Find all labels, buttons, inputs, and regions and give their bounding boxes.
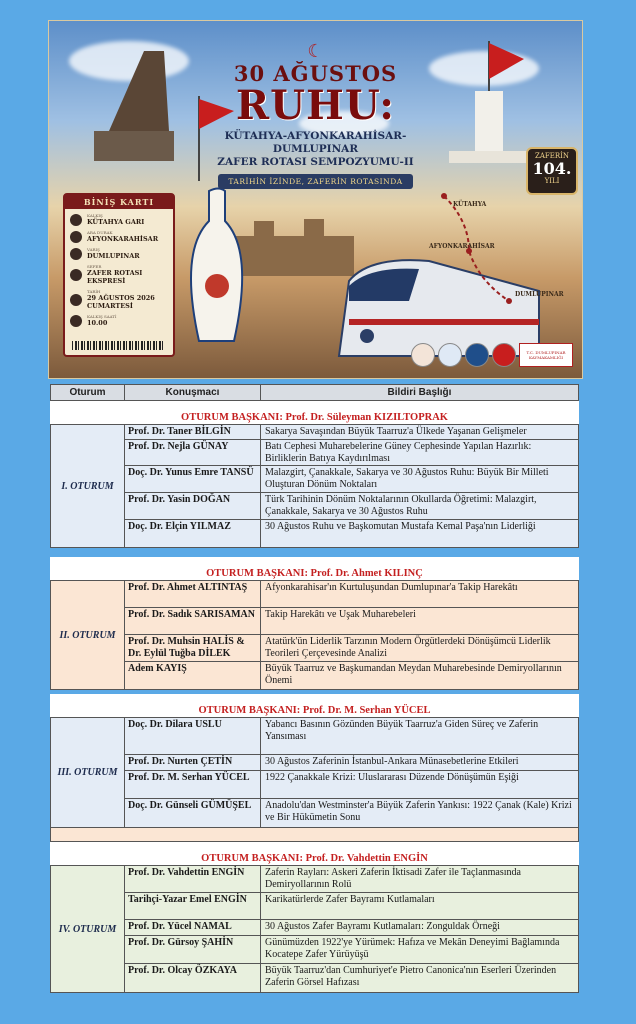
train-station-icon (70, 214, 82, 226)
paper-title: 30 Ağustos Zafer Bayramı Kutlamaları: Zonguldak Örneği (265, 921, 500, 932)
table-row (125, 920, 578, 936)
map-city-afyon: AFYONKARAHİSAR (429, 243, 495, 250)
paper-title: Anadolu'dan Westminster'a Büyük Zaferin Yankısı: 1922 Çanak (Kale) Krizi ve Bir Hükümetin Sonu (265, 800, 572, 823)
table-row (125, 866, 578, 893)
field-label: KALKIŞ SAATİ (87, 314, 117, 319)
soldier-statue-icon (109, 51, 169, 131)
table-row (125, 936, 578, 964)
title-line2: RUHU: (235, 82, 396, 129)
spacer (50, 401, 579, 410)
table-row (125, 718, 578, 755)
field-value: 10.00 (87, 319, 108, 327)
vase-icon (191, 189, 242, 342)
empty-row (50, 828, 579, 842)
paper-title: Karikatürlerde Zafer Bayramı Kutlamaları (265, 894, 435, 905)
header-title: Bildiri Başlığı (387, 387, 452, 398)
table-row (125, 466, 578, 493)
paper-title: Atatürk'ün Liderlik Tarzının Modern Örgütlerdeki Dönüşümcü Liderlik Teorileri Çerçevesinde Analizi (265, 636, 551, 659)
table-row (125, 520, 578, 547)
flag-icon (70, 248, 82, 260)
field-label: VARIŞ (87, 247, 100, 252)
session-name: IV. OTURUM (51, 866, 125, 992)
speaker: Doç. Dr. Dilara USLU (125, 718, 261, 754)
badge-bottom: YILI (544, 177, 560, 185)
speaker: Prof. Dr. Vahdettin ENGİN (125, 866, 261, 892)
poster-title-block (199, 43, 432, 189)
speaker: Prof. Dr. Yasin DOĞAN (125, 493, 261, 519)
table-header (50, 384, 579, 401)
crescent-star-icon: ☾ (307, 41, 324, 62)
paper-title: Zaferin Rayları: Askeri Zaferin İktisadi Zafer ile Taçlanmasında Demiryollarının Rolü (265, 867, 521, 890)
speaker: Doç. Dr. Yunus Emre TANSÜ (125, 466, 261, 492)
paper-title: Sakarya Savaşından Büyük Taarruz'a Ülkede Yaşanan Gelişmeler (265, 426, 527, 437)
session-chair: OTURUM BAŞKANI: Prof. Dr. Vahdettin ENGİN (50, 851, 579, 865)
table-row (125, 425, 578, 440)
header-session: Oturum (51, 385, 125, 400)
session-grid (50, 424, 579, 548)
field-value: AFYONKARAHİSAR (87, 235, 159, 243)
session-chair: OTURUM BAŞKANI: Prof. Dr. Süleyman KIZILTOPRAK (50, 410, 579, 424)
table-row (125, 771, 578, 799)
table-row (125, 799, 578, 827)
symposium-poster (48, 20, 583, 379)
university-logo-icon (411, 343, 435, 367)
paper-title: Malazgirt, Çanakkale, Sakarya ve 30 Ağustos Ruhu: Büyük Bir Milleti Oluşturan Dönüm Noktaları (265, 467, 549, 490)
field-value: ZAFER ROTASI EKSPRESİ (87, 269, 143, 285)
title-line1: 30 AĞUSTOS (233, 61, 398, 86)
table-row (125, 635, 578, 662)
table-row (125, 493, 578, 520)
card-field (70, 264, 168, 285)
boarding-card (63, 193, 175, 357)
location-pin-icon (70, 231, 82, 243)
paper-title: Takip Harekâtı ve Uşak Muharebeleri (265, 609, 416, 620)
session-name: III. OTURUM (51, 718, 125, 827)
session-chair: OTURUM BAŞKANI: Prof. Dr. M. Serhan YÜCEL (50, 703, 579, 717)
badge-number: 104. (532, 159, 572, 178)
institution-logo-icon (465, 343, 489, 367)
institution-logo-icon (438, 343, 462, 367)
paper-title: 30 Ağustos Zaferinin İstanbul-Ankara Münasebetlerine Etkileri (265, 756, 519, 767)
speaker: Prof. Dr. Yücel NAMAL (125, 920, 261, 935)
paper-title: Türk Tarihinin Dönüm Noktalarının Okullarda Öğretimi: Malazgirt, Çanakkale, Sakarya ve 30 Ağustos Ruhu (265, 494, 537, 517)
train-icon (70, 269, 82, 281)
session-block-2 (50, 557, 579, 690)
anniversary-badge (526, 147, 578, 195)
spacer (50, 842, 579, 851)
paper-title: Büyük Taarruz'dan Cumhuriyet'e Pietro Canonica'nın Eserleri Üzerinden Zaferin Görsel Hafızası (265, 965, 557, 988)
speaker: Adem KAYIŞ (125, 662, 261, 689)
table-row (125, 964, 578, 992)
session-grid (50, 580, 579, 690)
paper-title: 30 Ağustos Ruhu ve Başkomutan Mustafa Kemal Paşa'nın Liderliği (265, 521, 536, 532)
barcode-icon (72, 341, 164, 350)
field-value: 29 AĞUSTOS 2026 CUMARTESİ (87, 294, 155, 310)
session-block-1 (50, 401, 579, 548)
spacer (50, 557, 579, 566)
speaker: Prof. Dr. M. Serhan YÜCEL (125, 771, 261, 798)
paper-title: Batı Cephesi Muharebelerine Güney Cephesinde Yapılan Hazırlık: Birliklerin Batıya Kaydırılması (265, 441, 532, 464)
calendar-icon (70, 294, 82, 306)
governorship-logo: T.C. DUMLUPINAR KAYMAKAMLIĞI (519, 343, 573, 367)
speaker: Prof. Dr. Muhsin HALİS & Dr. Eylül Tuğba DİLEK (125, 635, 261, 661)
speaker: Prof. Dr. Sadık SARISAMAN (125, 608, 261, 634)
turkish-emblem-icon (492, 343, 516, 367)
speaker: Prof. Dr. Nejla GÜNAY (125, 440, 261, 465)
speaker: Prof. Dr. Gürsoy ŞAHİN (125, 936, 261, 963)
sponsor-logos (411, 343, 573, 367)
paper-title: Yabancı Basının Gözünden Büyük Taarruz'a Giden Süreç ve Zaferin Yansıması (265, 719, 539, 742)
field-label: SEFER (87, 264, 102, 269)
session-block-4 (50, 842, 579, 993)
table-row (125, 581, 578, 608)
field-value: DUMLUPINAR (87, 252, 140, 260)
card-field (70, 213, 168, 226)
table-row (125, 662, 578, 689)
table-row (125, 608, 578, 635)
session-block-3 (50, 694, 579, 842)
speaker: Doç. Dr. Günseli GÜMÜŞEL (125, 799, 261, 827)
subtitle-line1: KÜTAHYA-AFYONKARAHİSAR-DUMLUPINAR (224, 130, 407, 155)
card-field (70, 230, 168, 243)
speaker: Prof. Dr. Nurten ÇETİN (125, 755, 261, 770)
spacer (50, 694, 579, 703)
speaker: Tarihçi-Yazar Emel ENGİN (125, 893, 261, 919)
session-grid (50, 865, 579, 993)
badge-top: ZAFERİN (534, 152, 570, 160)
field-label: TARİH (87, 289, 101, 294)
boarding-card-header: BİNİŞ KARTI (65, 195, 173, 209)
session-chair: OTURUM BAŞKANI: Prof. Dr. Ahmet KILINÇ (50, 566, 579, 580)
card-field (70, 289, 168, 310)
paper-title: Afyonkarahisar'ın Kurtuluşundan Dumlupınar'a Takip Harekâtı (265, 582, 518, 593)
field-label: ARA DURAK (87, 230, 113, 235)
table-row (125, 893, 578, 920)
castle-icon (234, 236, 354, 276)
table-row (125, 755, 578, 771)
map-city-dumlupinar: DUMLUPINAR (515, 291, 564, 298)
speaker: Doç. Dr. Elçin YILMAZ (125, 520, 261, 547)
card-field (70, 247, 168, 260)
session-name: I. OTURUM (51, 425, 125, 547)
subtitle-line2: ZAFER ROTASI SEMPOZYUMU-II (217, 156, 414, 168)
turkish-flag-icon (489, 43, 524, 79)
slogan-banner: TARİHİN İZİNDE, ZAFERİN ROTASINDA (218, 174, 412, 189)
clock-icon (70, 315, 82, 327)
session-grid (50, 717, 579, 828)
session-name: II. OTURUM (51, 581, 125, 689)
map-city-kutahya: KÜTAHYA (453, 201, 487, 208)
speaker: Prof. Dr. Olcay ÖZKAYA (125, 964, 261, 992)
monument-icon (475, 91, 503, 156)
field-label: KALKIŞ (87, 213, 103, 218)
paper-title: Günümüzden 1922'ye Yürümek: Hafıza ve Mekân Deneyimi Bağlamında Kocatepe Zafer Yürüyüşü (265, 937, 560, 960)
card-field (70, 314, 168, 327)
table-row (125, 440, 578, 466)
paper-title: 1922 Çanakkale Krizi: Uluslararası Düzende Dönüşümün Eşiği (265, 772, 519, 783)
speaker: Prof. Dr. Taner BİLGİN (125, 425, 261, 439)
field-value: KÜTAHYA GARI (87, 218, 145, 226)
paper-title: Büyük Taarruz ve Başkumandan Meydan Muharebesinde Demiryollarının Önemi (265, 663, 562, 686)
header-speaker: Konuşmacı (125, 385, 261, 400)
speaker: Prof. Dr. Ahmet ALTINTAŞ (125, 581, 261, 607)
